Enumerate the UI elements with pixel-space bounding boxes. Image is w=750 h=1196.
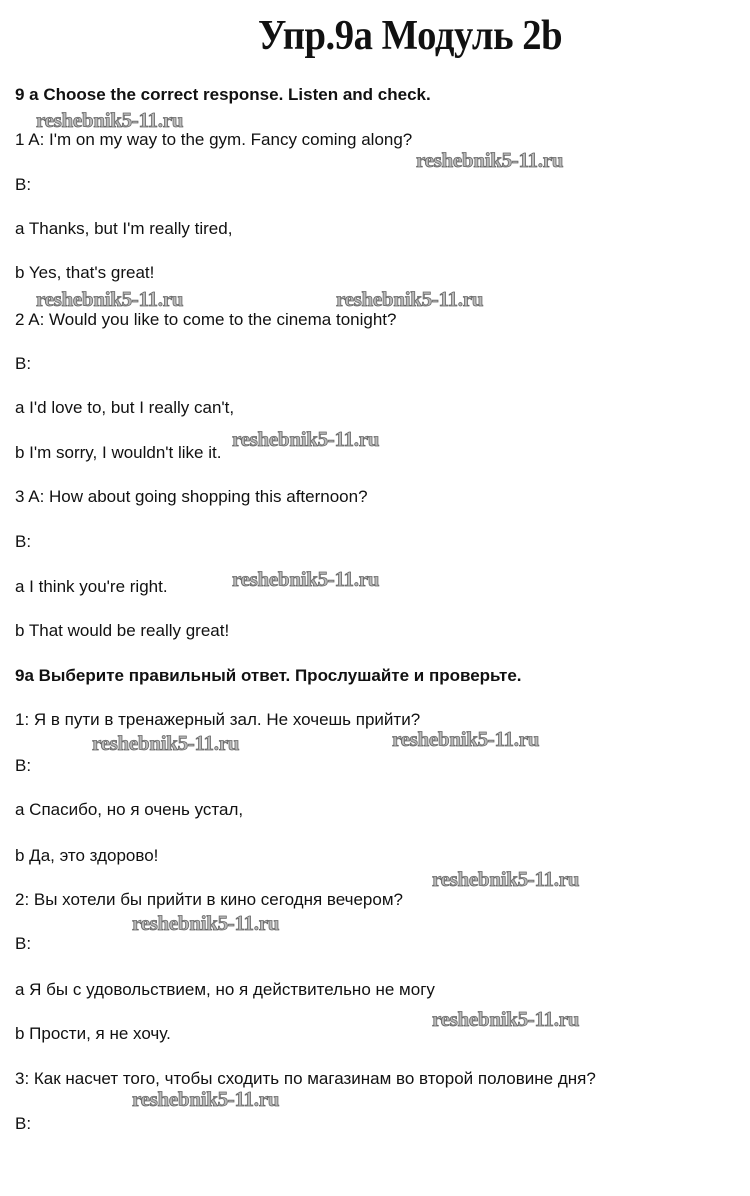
text-line: B: bbox=[15, 354, 32, 373]
text-line: 1 A: I'm on my way to the gym. Fancy coming along? bbox=[15, 130, 413, 149]
text-line: 2 A: Would you like to come to the cinema tonight? bbox=[15, 310, 397, 329]
text-line: a Я бы с удовольствием, но я действительно не могу bbox=[15, 980, 435, 999]
section-heading: 9a Выберите правильный ответ. Прослушайте и проверьте. bbox=[15, 666, 522, 685]
watermark: reshebnik5-11.ru bbox=[416, 148, 564, 172]
text-line: 3: Как насчет того, чтобы сходить по магазинам во второй половине дня? bbox=[15, 1069, 596, 1088]
watermark: reshebnik5-11.ru bbox=[432, 867, 580, 891]
watermark: reshebnik5-11.ru bbox=[392, 727, 540, 751]
text-line: a I'd love to, but I really can't, bbox=[15, 398, 235, 417]
watermark: reshebnik5-11.ru bbox=[36, 287, 184, 311]
watermark: reshebnik5-11.ru bbox=[232, 567, 380, 591]
watermark: reshebnik5-11.ru bbox=[432, 1007, 580, 1031]
text-line: a Спасибо, но я очень устал, bbox=[15, 800, 244, 819]
text-line: b Прости, я не хочу. bbox=[15, 1024, 171, 1043]
text-line: b Да, это здорово! bbox=[15, 846, 159, 865]
text-line: B: bbox=[15, 1114, 32, 1133]
text-line: B: bbox=[15, 532, 32, 551]
text-line: 1: Я в пути в тренажерный зал. Не хочешь прийти? bbox=[15, 710, 421, 729]
text-line: a Thanks, but I'm really tired, bbox=[15, 219, 233, 238]
text-line: b Yes, that's great! bbox=[15, 263, 155, 282]
text-line: B: bbox=[15, 175, 32, 194]
watermark: reshebnik5-11.ru bbox=[132, 1087, 280, 1111]
text-line: B: bbox=[15, 934, 32, 953]
watermark: reshebnik5-11.ru bbox=[336, 287, 484, 311]
text-line: b I'm sorry, I wouldn't like it. bbox=[15, 443, 222, 462]
section-heading: 9 a Choose the correct response. Listen and check. bbox=[15, 85, 431, 104]
watermark: reshebnik5-11.ru bbox=[132, 911, 280, 935]
text-line: b That would be really great! bbox=[15, 621, 230, 640]
watermark: reshebnik5-11.ru bbox=[232, 427, 380, 451]
watermark: reshebnik5-11.ru bbox=[36, 108, 184, 132]
page-title: Упр.9а Модуль 2b bbox=[258, 13, 563, 59]
text-line: 3 A: How about going shopping this afternoon? bbox=[15, 487, 368, 506]
text-line: B: bbox=[15, 756, 32, 775]
text-line: 2: Вы хотели бы прийти в кино сегодня вечером? bbox=[15, 890, 403, 909]
watermark: reshebnik5-11.ru bbox=[92, 731, 240, 755]
text-line: a I think you're right. bbox=[15, 577, 168, 596]
